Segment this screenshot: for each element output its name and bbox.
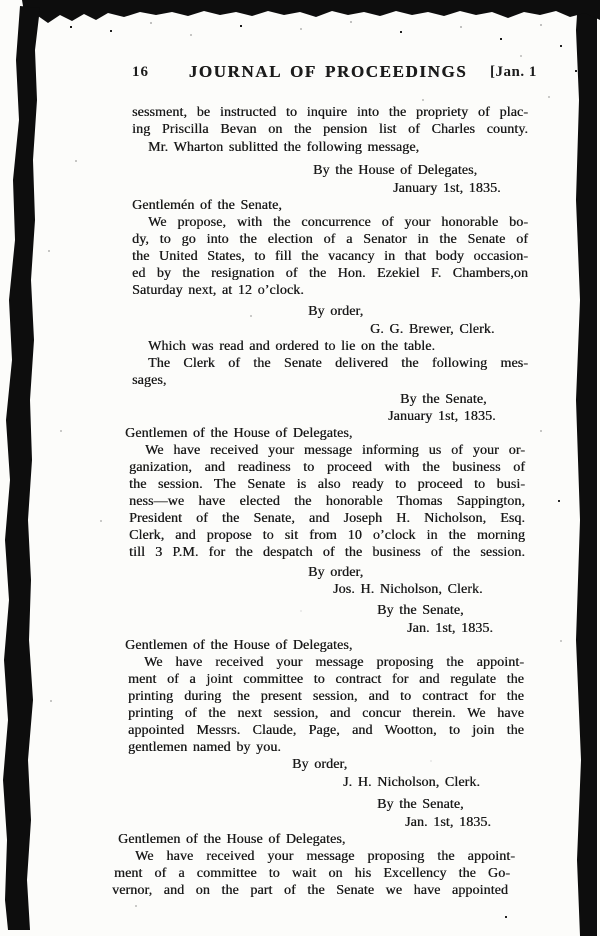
text-line: printing of the next session, and concur therein. We have — [128, 706, 524, 721]
text-line: Jos. H. Nicholson, Clerk. — [333, 582, 483, 597]
text-line: till 3 P.M. for the despatch of the business of the session. — [129, 545, 525, 560]
text-line: Gentlemén of the Senate, — [132, 198, 282, 213]
text-line: By the Senate, — [400, 392, 487, 407]
text-line: Gentlemen of the House of Delegates, — [118, 832, 346, 847]
header-date-marker: [Jan. 1 — [490, 64, 537, 80]
text-line: ment of a joint committee to contract for and regulate the — [128, 672, 524, 687]
text-line: dy, to go into the election of a Senator in the Senate of — [132, 232, 528, 247]
text-line: By order, — [292, 757, 348, 772]
scan-border-top — [22, 0, 600, 26]
text-line: By order, — [308, 565, 364, 580]
text-line: The Clerk of the Senate delivered the following mes- — [148, 356, 528, 371]
text-line: We have received your message proposing the appoint- — [135, 849, 515, 864]
text-line: Mr. Wharton sublitted the following message, — [148, 140, 420, 155]
text-line: ness—we have elected the honorable Thomas Sappington, — [129, 494, 525, 509]
text-line: vernor, and on the part of the Senate we have appointed — [112, 883, 508, 898]
text-line: ed by the resignation of the Hon. Ezekiel F. Chambers,on — [132, 266, 528, 281]
text-line: sages, — [132, 373, 167, 388]
text-line: President of the Senate, and Joseph H. Nicholson, Esq. — [129, 511, 525, 526]
text-line: Clerk, and propose to sit from 10 o’clock in the morning — [129, 528, 525, 543]
text-line: ing Priscilla Bevan on the pension list of Charles county. — [132, 122, 528, 137]
text-line: We have received your message informing us of your or- — [145, 443, 525, 458]
text-line: Gentlemen of the House of Delegates, — [125, 638, 353, 653]
text-line: Which was read and ordered to lie on the table. — [148, 339, 436, 354]
scan-border-right — [576, 0, 597, 936]
text-line: January 1st, 1835. — [388, 409, 496, 424]
text-line: We propose, with the concurrence of your honorable bo- — [148, 215, 528, 230]
text-line: January 1st, 1835. — [393, 181, 501, 196]
text-line: We have received your message proposing the appoint- — [144, 655, 524, 670]
text-line: the United States, to fill the vacancy in that body occasion- — [132, 249, 528, 264]
text-line: By the Senate, — [377, 797, 464, 812]
text-line: appointed Messrs. Claude, Page, and Wootton, to join the — [128, 723, 524, 738]
text-line: the session. The Senate is also ready to proceed to busi- — [129, 477, 525, 492]
text-line: ganization, and readiness to proceed with the business of — [129, 460, 525, 475]
text-line: By order, — [308, 304, 364, 319]
text-line: Gentlemen of the House of Delegates, — [125, 426, 353, 441]
text-line: By the House of Delegates, — [313, 163, 478, 178]
page-title: JOURNAL OF PROCEEDINGS — [188, 62, 468, 81]
text-line: Saturday next, at 12 o’clock. — [132, 283, 304, 298]
scan-border-left — [3, 6, 40, 930]
text-line: sessment, be instructed to inquire into the propriety of plac- — [132, 105, 528, 120]
text-line: J. H. Nicholson, Clerk. — [343, 775, 481, 790]
text-line: printing during the present session, and to contract for the — [128, 689, 524, 704]
text-line: Jan. 1st, 1835. — [405, 815, 491, 830]
text-line: ment of a committee to wait on his Excellency the Go- — [114, 866, 510, 881]
text-line: gentlemen named by you. — [128, 740, 281, 755]
page-number: 16 — [132, 64, 149, 80]
text-line: Jan. 1st, 1835. — [407, 621, 493, 636]
text-line: By the Senate, — [377, 603, 464, 618]
text-line: G. G. Brewer, Clerk. — [370, 322, 495, 337]
body-text — [112, 104, 528, 899]
scan-noise-speckles — [0, 0, 2, 2]
